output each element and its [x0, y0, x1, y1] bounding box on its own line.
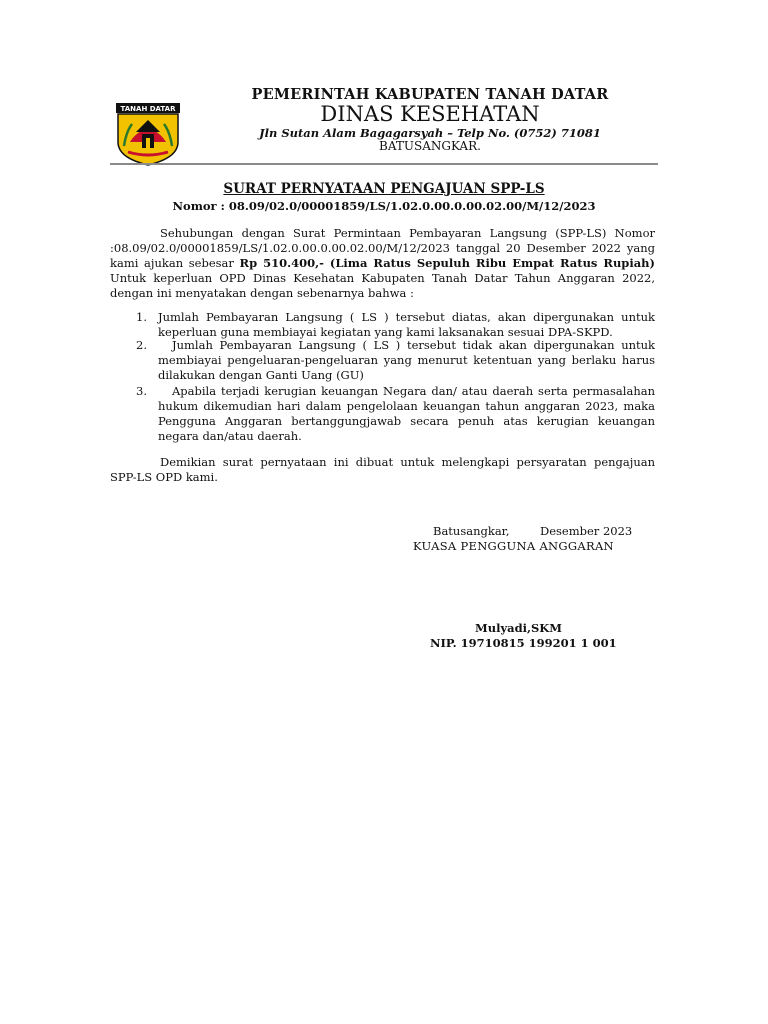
- signatory-name: Mulyadi,SKM: [475, 621, 563, 635]
- list-number: 3.: [136, 384, 147, 398]
- opening-text-1: Sehubungan dengan Surat Permintaan Pembayaran Langsung (SPP-LS) Nomor :08.09/02.0/00001859/LS/1.02.0.00.0.00.02.00/M/12/2023 tanggal 20 Desember 2022 yang kami ajukan sebesar: [110, 226, 655, 270]
- header-divider: [110, 163, 658, 165]
- list-text: Apabila terjadi kerugian keuangan Negara dan/ atau daerah serta permasalahan hukum dikemudian hari dalam pengelolaan keuangan tahun anggaran 2023, maka Pengguna Anggaran bertanggungjawab secara penuh atas kerugian keuangan negara dan/atau daerah.: [158, 384, 655, 443]
- header-address: Jln Sutan Alam Bagagarsyah – Telp No. (0752) 71081: [259, 126, 601, 140]
- signature-role: KUASA PENGGUNA ANGGARAN: [413, 539, 614, 553]
- tanah-datar-emblem-logo: [114, 102, 182, 166]
- signature-date: Desember 2023: [540, 524, 633, 538]
- letter-title: SURAT PERNYATAAN PENGAJUAN SPP-LS: [223, 181, 545, 197]
- list-text: Jumlah Pembayaran Langsung ( LS ) tersebut tidak akan dipergunakan untuk membiayai pengeluaran-pengeluaran yang menurut ketentuan yang berlaku harus dilakukan dengan Ganti Uang (GU): [158, 338, 655, 382]
- logo-text: TANAH DATAR: [120, 105, 176, 113]
- list-text: Jumlah Pembayaran Langsung ( LS ) tersebut diatas, akan dipergunakan untuk keperluan guna membiayai kegiatan yang kami laksanakan sesuai DPA-SKPD.: [158, 310, 655, 339]
- opening-paragraph: [110, 226, 655, 301]
- letter-number: Nomor : 08.09/02.0/00001859/LS/1.02.0.00.0.00.02.00/M/12/2023: [172, 199, 596, 213]
- header-city: BATUSANGKAR.: [379, 139, 481, 153]
- list-number: 1.: [136, 310, 147, 324]
- signature-place: Batusangkar,: [433, 524, 510, 538]
- amount-text: Rp 510.400,- (Lima Ratus Sepuluh Ribu Empat Ratus Rupiah): [239, 256, 655, 270]
- header-agency: DINAS KESEHATAN: [320, 102, 540, 126]
- opening-text-2: Untuk keperluan OPD Dinas Kesehatan Kabupaten Tanah Datar Tahun Anggaran 2022, dengan ini menyatakan dengan sebenarnya bahwa :: [110, 271, 655, 300]
- header-government: PEMERINTAH KABUPATEN TANAH DATAR: [251, 86, 609, 103]
- closing-paragraph: Demikian surat pernyataan ini dibuat untuk melengkapi persyaratan pengajuan SPP-LS OPD kami.: [110, 455, 655, 484]
- list-number: 2.: [136, 338, 147, 352]
- signatory-nip: NIP. 19710815 199201 1 001: [430, 636, 617, 650]
